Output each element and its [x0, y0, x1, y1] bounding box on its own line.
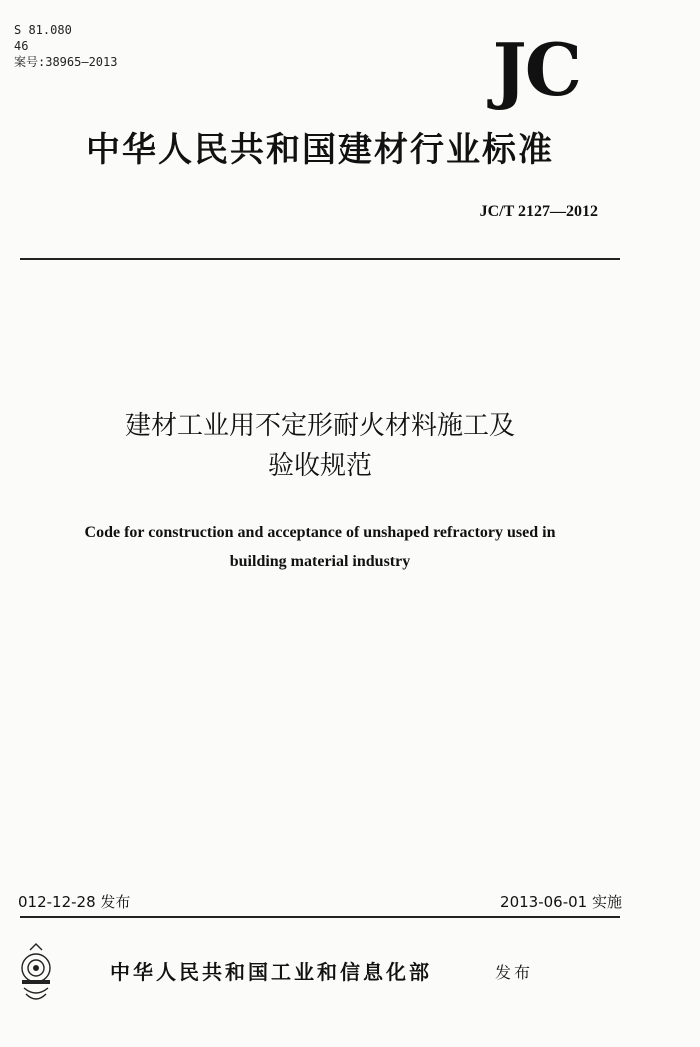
national-emblem-icon [18, 940, 54, 1010]
title-chinese-line1: 建材工业用不定形耐火材料施工及 [124, 411, 515, 441]
standard-number: JC/T 2127—2012 [479, 203, 598, 220]
issuing-authority-suffix: 发布 [495, 963, 534, 982]
ccs-code: 46 [14, 39, 29, 53]
issue-date: 012-12-28 发布 [18, 893, 131, 911]
registration-number: 案号:38965—2013 [14, 55, 118, 69]
title-chinese-line2: 验收规范 [267, 451, 372, 481]
standard-category: 中华人民共和国建材行业标准 [86, 130, 554, 170]
issuing-authority: 中华人民共和国工业和信息化部 [110, 960, 432, 984]
top-divider [20, 258, 620, 260]
title-english-line2: building material industry [229, 553, 411, 570]
bottom-divider [20, 916, 620, 918]
title-english-line1: Code for construction and acceptance of unshaped refractory used in [84, 524, 556, 541]
implementation-date: 2013-06-01 实施 [500, 893, 622, 911]
jc-logo: JC [492, 27, 580, 112]
ics-code: S 81.080 [14, 23, 72, 37]
